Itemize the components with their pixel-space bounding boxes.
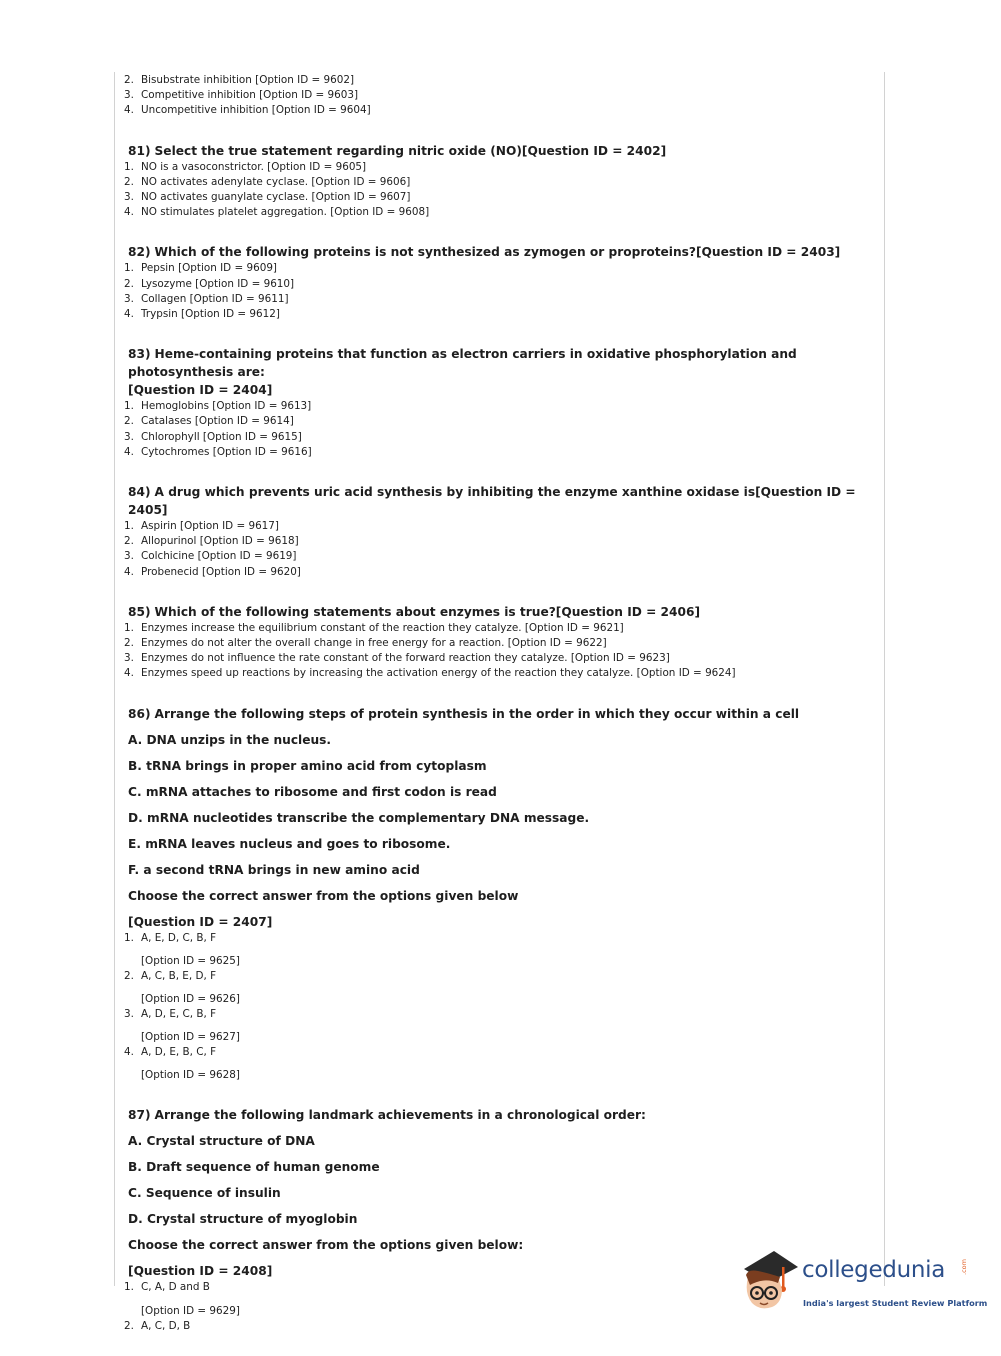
option-id: [Option ID = 9625]: [141, 954, 240, 967]
logo-tagline: India's largest Student Review Platform: [803, 1298, 988, 1308]
option: 1. Aspirin [Option ID = 9617]: [124, 520, 279, 533]
option: 2. NO activates adenylate cyclase. [Option ID = 9606]: [124, 175, 411, 188]
option: 2. Bisubstrate inhibition [Option ID = 9602]: [124, 74, 355, 86]
option: 3. Chlorophyll [Option ID = 9615]: [124, 430, 302, 443]
option: 2. Catalases [Option ID = 9614]: [124, 415, 294, 428]
question-title: 85) Which of the following statements about enzymes is true?[Question ID = 2406]: [128, 604, 701, 619]
option: 4. Cytochromes [Option ID = 9616]: [124, 445, 312, 458]
statement: E. mRNA leaves nucleus and goes to ribosome.: [128, 836, 451, 851]
option-id: [Option ID = 9627]: [141, 1031, 240, 1044]
option: 1. A, E, D, C, B, F: [124, 931, 217, 944]
option: 2. Lysozyme [Option ID = 9610]: [124, 277, 295, 290]
statement: B. tRNA brings in proper amino acid from cytoplasm: [128, 758, 487, 773]
question-title: 83) Heme-containing proteins that function as electron carriers in oxidative phosphorylation and photosynthesis are:: [128, 347, 797, 380]
logo-wordmark: collegedunia: [802, 1257, 946, 1283]
statement: F. a second tRNA brings in new amino acid: [128, 862, 420, 877]
option-id: [Option ID = 9629]: [141, 1304, 240, 1317]
question-title: 82) Which of the following proteins is not synthesized as zymogen or proproteins?[Question ID = 2403]: [128, 245, 841, 260]
option-id: [Option ID = 9626]: [141, 993, 240, 1006]
question-id: [Question ID = 2407]: [128, 914, 273, 929]
question-85: [124, 603, 864, 682]
statement: A. DNA unzips in the nucleus.: [128, 732, 332, 747]
q80-options: [124, 73, 864, 119]
option: 1. Enzymes increase the equilibrium constant of the reaction they catalyze. [Option ID = 9621]: [124, 621, 624, 634]
option: 1. Hemoglobins [Option ID = 9613]: [124, 400, 312, 413]
question-title: 81) Select the true statement regarding nitric oxide (NO)[Question ID = 2402]: [128, 143, 667, 158]
option: 1. C, A, D and B: [124, 1281, 210, 1294]
statement: D. Crystal structure of myoglobin: [128, 1212, 358, 1227]
mascot-icon: [738, 1247, 800, 1317]
question-81: [124, 142, 864, 221]
option: 4. Probenecid [Option ID = 9620]: [124, 565, 301, 578]
page-border-left: [114, 72, 115, 1286]
option: 2. A, C, D, B: [124, 1319, 191, 1332]
question-paper: [124, 73, 864, 1334]
option: 2. A, C, B, E, D, F: [124, 969, 217, 982]
option: 4. NO stimulates platelet aggregation. [Option ID = 9608]: [124, 206, 430, 219]
question-id: [Question ID = 2404]: [128, 383, 273, 398]
question-86: [124, 705, 864, 1084]
page-border-right: [884, 72, 885, 1286]
question-id: [Question ID = 2408]: [128, 1264, 273, 1279]
option: 2. Enzymes do not alter the overall change in free energy for a reaction. [Option ID = 9622]: [124, 637, 607, 650]
statement: A. Crystal structure of DNA: [128, 1134, 315, 1149]
option: 4. A, D, E, B, C, F: [124, 1046, 217, 1059]
option: 3. Collagen [Option ID = 9611]: [124, 292, 289, 305]
option: 3. NO activates guanylate cyclase. [Option ID = 9607]: [124, 191, 411, 204]
question-84: [124, 483, 864, 580]
logo-domain: .com: [960, 1259, 968, 1275]
option: 3. Colchicine [Option ID = 9619]: [124, 550, 297, 563]
option: 3. A, D, E, C, B, F: [124, 1008, 217, 1021]
statement: C. mRNA attaches to ribosome and first codon is read: [128, 784, 497, 799]
question-title: 84) A drug which prevents uric acid synthesis by inhibiting the enzyme xanthine oxidase is[Question ID = 2405]: [128, 485, 856, 518]
question-title: 87) Arrange the following landmark achievements in a chronological order:: [128, 1108, 646, 1123]
option: 3. Competitive inhibition [Option ID = 9603]: [124, 89, 359, 102]
instruction: Choose the correct answer from the options given below:: [128, 1238, 524, 1253]
option: 4. Enzymes speed up reactions by increasing the activation energy of the reaction they catalyze. [Option ID = 9624]: [124, 667, 736, 680]
option: 2. Allopurinol [Option ID = 9618]: [124, 535, 299, 548]
statement: C. Sequence of insulin: [128, 1186, 281, 1201]
question-83: [124, 345, 864, 460]
statement: B. Draft sequence of human genome: [128, 1160, 380, 1175]
option: 4. Uncompetitive inhibition [Option ID = 9604]: [124, 104, 371, 117]
option-id: [Option ID = 9628]: [141, 1069, 240, 1082]
option: 3. Enzymes do not influence the rate constant of the forward reaction they catalyze. [Option ID = 9623]: [124, 652, 670, 665]
option: 4. Trypsin [Option ID = 9612]: [124, 308, 280, 321]
collegedunia-logo[interactable]: [738, 1247, 988, 1319]
question-title: 86) Arrange the following steps of protein synthesis in the order in which they occur within a cell: [128, 706, 800, 721]
option: 1. Pepsin [Option ID = 9609]: [124, 262, 277, 275]
instruction: Choose the correct answer from the options given below: [128, 888, 519, 903]
question-82: [124, 243, 864, 322]
statement: D. mRNA nucleotides transcribe the complementary DNA message.: [128, 810, 590, 825]
option: 1. NO is a vasoconstrictor. [Option ID = 9605]: [124, 160, 367, 173]
